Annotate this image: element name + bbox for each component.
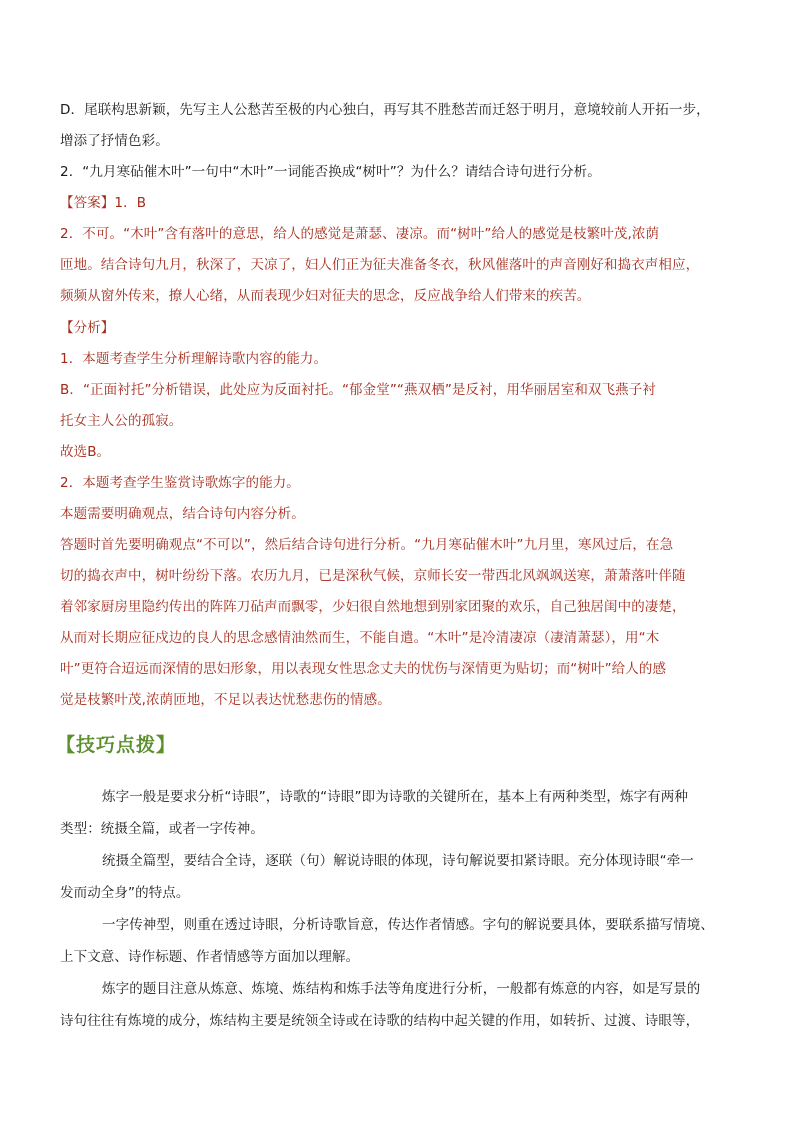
tips-t3-line-1: 一字传神型，则重在透过诗眼，分析诗歌旨意，传达作者情感。字句的解说要具体，要联系描写情境、 [102, 917, 714, 933]
analysis-label: 【分析】 [60, 320, 115, 336]
analysis-section [60, 313, 740, 716]
analysis-b-line-2: 托女主人公的孤寂。 [60, 413, 183, 429]
analysis-p1: 答题时首先要明确观点“不可以”，然后结合诗句进行分析。“九月寒砧催木叶”九月里，寒风过后，在急 [60, 537, 674, 553]
analysis-s3: 本题需要明确观点，结合诗句内容分析。 [60, 506, 305, 522]
option-d-line-1: D．尾联构思新颖，先写主人公愁苦至极的内心独白，再写其不胜愁苦而迁怒于明月，意境较前人开拓一步， [60, 102, 710, 118]
tips-t1-line-1: 炼字一般是要求分析“诗眼”，诗歌的“诗眼”即为诗歌的关键所在，基本上有两种类型，炼字有两种 [102, 789, 688, 805]
tips-heading: 【技巧点拨】 [56, 734, 177, 756]
option-d-line-2: 增添了抒情色彩。 [60, 133, 169, 149]
analysis-p5: 叶”更符合迢远而深情的思妇形象，用以表现女性思念丈夫的忧伤与深情更为贴切；而“树叶”给人的感 [60, 661, 667, 677]
analysis-b-line-1: B．“正面衬托”分析错误，此处应为反面衬托。“郁金堂”“燕双栖”是反衬，用华丽居室和双飞燕子衬 [60, 382, 656, 398]
tips-t2-line-2: 发而动全身”的特点。 [60, 885, 190, 901]
answer-2-line-1: 2．不可。“木叶”含有落叶的意思，给人的感觉是萧瑟、凄凉。而“树叶”给人的感觉是枝繁叶茂,浓荫 [60, 226, 660, 242]
question-2: 2．“九月寒砧催木叶”一句中“木叶”一词能否换成“树叶”？为什么？请结合诗句进行分析。 [60, 164, 601, 180]
answer-2-line-2: 匝地。结合诗句九月，秋深了，天凉了，妇人们正为征夫准备冬衣，秋风催落叶的声音刚好和捣衣声相应， [60, 257, 700, 273]
answer-label: 【答案】1．B [60, 195, 147, 211]
analysis-s1: 1．本题考查学生分析理解诗歌内容的能力。 [60, 351, 328, 367]
analysis-choose: 故选B。 [60, 444, 111, 460]
answer-section [60, 188, 740, 312]
analysis-p2: 切的捣衣声中，树叶纷纷下落。农历九月，已是深秋气候，京师长安一带西北风飒飒送寒，萧萧落叶伴随 [60, 568, 686, 584]
answer-2-line-3: 频频从窗外传来，撩人心绪，从而表现少妇对征夫的思念，反应战争给人们带来的疾苦。 [60, 288, 591, 304]
tips-t4-line-1: 炼字的题目注意从炼意、炼境、炼结构和炼手法等角度进行分析，一般都有炼意的内容，如是写景的 [102, 981, 701, 997]
tips-t1-line-2: 类型：统摄全篇，或者一字传神。 [60, 821, 264, 837]
tips-section [60, 781, 740, 1037]
tips-t4-line-2: 诗句往往有炼境的成分，炼结构主要是统领全诗或在诗歌的结构中起关键的作用，如转折、过渡、诗眼等， [60, 1013, 700, 1029]
analysis-p6: 觉是枝繁叶茂,浓荫匝地，不足以表达忧愁悲伤的情感。 [60, 692, 391, 708]
tips-t3-line-2: 上下文意、诗作标题、作者情感等方面加以理解。 [60, 949, 360, 965]
analysis-p3: 着邻家厨房里隐约传出的阵阵刀砧声而飘零，少妇很自然地想到别家团聚的欢乐，自己独居闺中的凄楚， [60, 599, 686, 615]
question-section [60, 95, 740, 188]
tips-t2-line-1: 统摄全篇型，要结合全诗，逐联（句）解说诗眼的体现，诗句解说要扣紧诗眼。充分体现诗眼“牵一 [102, 853, 694, 869]
analysis-s2: 2．本题考查学生鉴赏诗歌炼字的能力。 [60, 475, 300, 491]
analysis-p4: 从而对长期应征戍边的良人的思念感情油然而生，不能自遣。“木叶”是冷清凄凉（凄清萧瑟），用“木 [60, 630, 660, 646]
